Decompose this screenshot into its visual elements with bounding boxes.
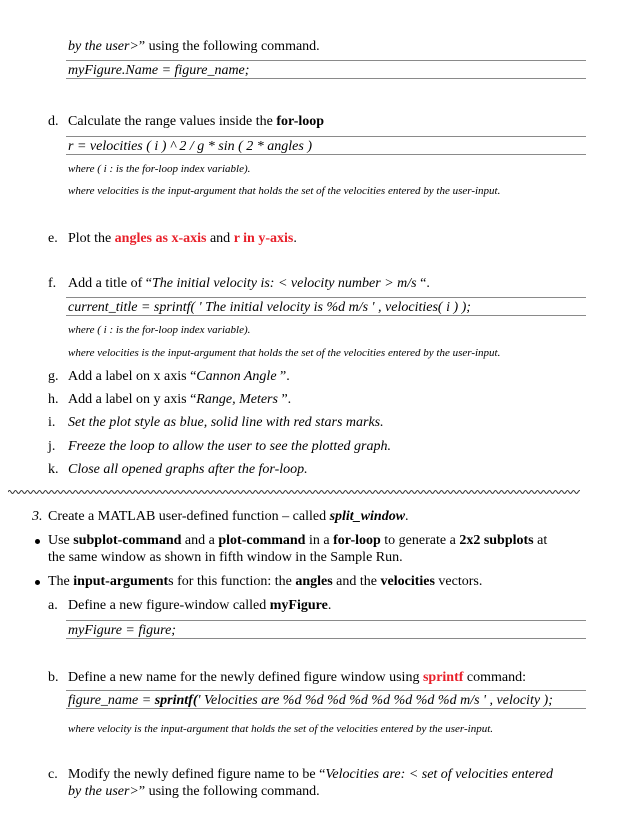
code-box-figure-name: myFigure.Name = figure_name; xyxy=(66,60,586,79)
question-3-text: Create a MATLAB user-defined function – called split_window. xyxy=(48,509,409,524)
step-k-label: k. xyxy=(48,462,59,477)
step-f-label: f. xyxy=(48,276,57,291)
bullet-subplot-line2: the same window as shown in fifth window in the Sample Run. xyxy=(48,550,403,565)
wavy-separator xyxy=(8,488,580,496)
step-h-text: Add a label on y axis “Range, Meters ”. xyxy=(68,392,292,407)
step-a-label: a. xyxy=(48,598,58,613)
note-loop-index: where ( i : is the for-loop index variable). xyxy=(68,324,251,336)
step-d-text: Calculate the range values inside the for-loop xyxy=(68,114,325,129)
step-g-text: Add a label on x axis “Cannon Angle ”. xyxy=(68,369,290,384)
bullet-subplot-line1: Use subplot-command and a plot-command in a for-loop to generate a 2x2 subplots at xyxy=(48,533,548,548)
question-3-number: 3. xyxy=(32,509,43,524)
step-j-label: j. xyxy=(48,439,56,454)
step-h-label: h. xyxy=(48,392,59,407)
step-f-text: Add a title of “The initial velocity is: < velocity number > m/s “. xyxy=(68,276,430,291)
code-box-figure: myFigure = figure; xyxy=(66,620,586,639)
code-box-title: current_title = sprintf( ' The initial velocity is %d m/s ' , velocities( i ) ); xyxy=(66,297,586,316)
step-d-label: d. xyxy=(48,114,59,129)
step-b-label: b. xyxy=(48,670,59,685)
step-a-text: Define a new figure-window called myFigure. xyxy=(68,598,332,613)
step-e-label: e. xyxy=(48,231,58,246)
note-velocities: where velocities is the input-argument that holds the set of the velocities entered by the user-input. xyxy=(68,185,501,197)
step-c-label: c. xyxy=(48,767,58,782)
step-j-text: Freeze the loop to allow the user to see the plotted graph. xyxy=(68,439,391,454)
step-e-text: Plot the angles as x-axis and r in y-axis. xyxy=(68,231,297,246)
continuation-line: by the user>” using the following command. xyxy=(68,39,320,54)
step-b-text: Define a new name for the newly defined figure window using sprintf command: xyxy=(68,670,527,685)
note-velocity: where velocity is the input-argument that holds the set of the velocities entered by the user-input. xyxy=(68,723,494,735)
bullet-dot xyxy=(35,580,40,585)
bullet-dot xyxy=(35,539,40,544)
bullet-input-arguments: The input-arguments for this function: the angles and the velocities vectors. xyxy=(48,574,483,589)
code-box-range: r = velocities ( i ) ^ 2 / g * sin ( 2 * angles ) xyxy=(66,136,586,155)
step-c-line2: by the user>” using the following command. xyxy=(68,784,320,799)
step-g-label: g. xyxy=(48,369,59,384)
code-box-sprintf: figure_name = sprintf(' Velocities are %d %d %d %d %d %d %d %d m/s ' , velocity ); xyxy=(66,690,586,709)
step-c-line1: Modify the newly defined figure name to be “Velocities are: < set of velocities entered xyxy=(68,767,554,782)
step-k-text: Close all opened graphs after the for-loop. xyxy=(68,462,308,477)
note-velocities: where velocities is the input-argument that holds the set of the velocities entered by the user-input. xyxy=(68,347,501,359)
step-i-text: Set the plot style as blue, solid line with red stars marks. xyxy=(68,415,384,430)
step-i-label: i. xyxy=(48,415,56,430)
note-loop-index: where ( i : is the for-loop index variable). xyxy=(68,163,251,175)
